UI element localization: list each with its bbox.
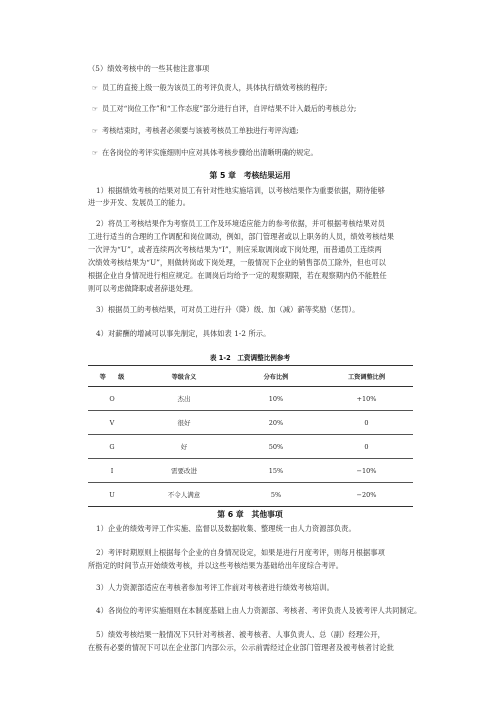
paragraph-line: 4）对薪酬的增减可以事先制定，具体如表 1-2 所示。 bbox=[96, 329, 271, 338]
table-cell: 需要改进 bbox=[136, 459, 232, 483]
list-item: ☞ 在各岗位的考评实施细则中应对具体考核步骤给出清晰明确的规定。 bbox=[92, 148, 318, 157]
table-cell: −10% bbox=[320, 459, 413, 483]
column-header: 工资调整比例 bbox=[320, 366, 413, 387]
table-cell: U bbox=[88, 483, 136, 507]
paragraph-line: 所指定的时间节点开始绩效考核，并以这些考核结果为基础给出年度综合考评。 bbox=[88, 561, 344, 570]
table-cell: I bbox=[88, 459, 136, 483]
chapter-title: 第 5 章 考核结果运用 bbox=[209, 171, 291, 180]
table-cell: 20% bbox=[232, 411, 320, 435]
table-cell: −20% bbox=[320, 483, 413, 507]
list-item: ☞ 员工的直接上级一般为该员工的考评负责人，具体执行绩效考核的程序; bbox=[92, 83, 328, 92]
salary-adjustment-table bbox=[88, 365, 413, 507]
table-cell: 0 bbox=[320, 435, 413, 459]
table-cell: 杰出 bbox=[136, 387, 232, 411]
paragraph-line: 根据企业自身情况进行相应规定。在调岗后均给予一定的观察期限，若在观察期内仍不能胜任 bbox=[88, 271, 387, 280]
table-caption: 表 1-2 工资调整比例参考 bbox=[209, 354, 291, 362]
table-row bbox=[88, 459, 413, 483]
table-cell: V bbox=[88, 411, 136, 435]
table-cell: 10% bbox=[232, 387, 320, 411]
paragraph-line: 在极有必要的情况下可以在企业部门内部公示，公示前需经过企业部门管理者及被考核者讨论批 bbox=[88, 643, 395, 652]
table-cell: 不令人满意 bbox=[136, 483, 232, 507]
pointing-hand-icon: ☞ bbox=[92, 149, 98, 157]
paragraph-line: 4）各岗位的考评实施细则在本制度基础上由人力资源部、考核者、考评负责人及被考评人共同制定。 bbox=[96, 606, 422, 615]
section-heading: （5）绩效考核中的一些其他注意事项 bbox=[88, 64, 210, 73]
paragraph-line: 工进行适当的合理的工作调配和岗位调动，例如，部门管理者或以上职务的人员，绩效考核结果 bbox=[88, 232, 395, 241]
table-cell: 0 bbox=[320, 411, 413, 435]
paragraph-line: 5）绩效考核结果一般情况下只针对考核者、被考核者、人事负责人、总（副）经理公开， bbox=[96, 630, 385, 639]
paragraph-line: 一次评为“U”，或者连续两次考核结果为“I”，则应采取调岗或下岗处理，而普通员工连续两 bbox=[88, 245, 382, 254]
table-header-row bbox=[88, 366, 413, 387]
pointing-hand-icon: ☞ bbox=[92, 105, 98, 113]
paragraph-line: 次绩效考核结果为“U”，则做转岗或下岗处理，一般情况下企业的销售部员工除外，但也可以 bbox=[88, 258, 386, 267]
table-cell: 15% bbox=[232, 459, 320, 483]
pointing-hand-icon: ☞ bbox=[92, 84, 98, 92]
table-cell: +10% bbox=[320, 387, 413, 411]
table-cell: G bbox=[88, 435, 136, 459]
chapter-title: 第 6 章 其他事项 bbox=[217, 510, 283, 519]
column-header: 等级含义 bbox=[136, 366, 232, 387]
column-header: 等 级 bbox=[88, 366, 136, 387]
pointing-hand-icon: ☞ bbox=[92, 127, 98, 135]
paragraph-line: 1）企业的绩效考评工作实施、监督以及数据收集、整理统一由人力资源部负责。 bbox=[96, 524, 356, 533]
paragraph-line: 3）根据员工的考核结果，可对员工进行升（降）级、加（减）薪等奖励（惩罚）。 bbox=[96, 305, 360, 314]
table-cell: 好 bbox=[136, 435, 232, 459]
table-row bbox=[88, 435, 413, 459]
table-cell: 50% bbox=[232, 435, 320, 459]
table-row bbox=[88, 483, 413, 507]
paragraph-line: 1）根据绩效考核的结果对员工有针对性地实施培训，以考核结果作为重要依据，期待能够 bbox=[96, 186, 385, 195]
paragraph-line: 2）将员工考核结果作为考察员工工作及环境适应能力的参考依据，并可根据考核结果对员 bbox=[96, 219, 385, 228]
table-cell: 很好 bbox=[136, 411, 232, 435]
paragraph-line: 3）人力资源部适应在考核者参加考评工作前对考核者进行绩效考核培训。 bbox=[96, 583, 334, 592]
list-item: ☞ 员工对“岗位工作”和“工作态度”部分进行自评，自评结果不计入最后的考核总分; bbox=[92, 104, 357, 113]
list-item: ☞ 考核结束时，考核者必须要与该被考核员工单独进行考评沟通; bbox=[92, 126, 299, 135]
table-cell: 5% bbox=[232, 483, 320, 507]
table-row bbox=[88, 387, 413, 411]
table-row bbox=[88, 411, 413, 435]
paragraph-line: 则可以考虑做降职或者辞退处理。 bbox=[88, 284, 198, 293]
table-cell: O bbox=[88, 387, 136, 411]
column-header: 分布比例 bbox=[232, 366, 320, 387]
paragraph-line: 2）考评时期原则上根据每个企业的自身情况设定，如果是进行月度考评，则每月根据事项 bbox=[96, 548, 385, 557]
paragraph-line: 进一步开发、发展员工的能力。 bbox=[88, 198, 191, 207]
